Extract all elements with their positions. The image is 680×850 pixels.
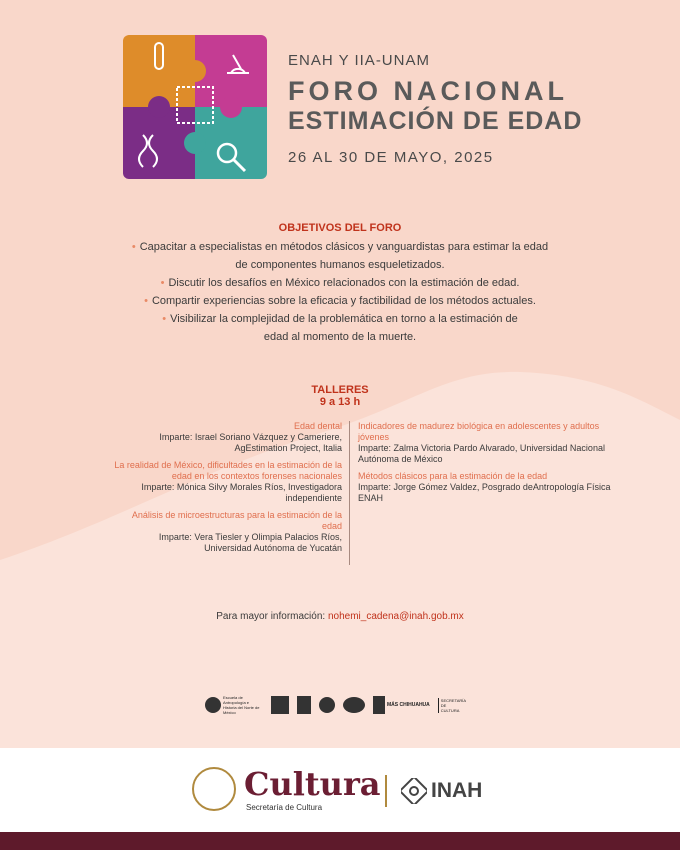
inah-icon [401, 778, 427, 804]
workshop-title: Análisis de microestructuras para la estimación de la edad [131, 510, 342, 531]
workshop-title: Edad dental [293, 421, 342, 431]
objective-item: de componentes humanos esqueletizados. [235, 259, 445, 271]
inah-text: INAH [431, 779, 483, 802]
workshop-title: Indicadores de madurez biológica en adolescentes y adultos jóvenes [358, 421, 600, 442]
objective-item: • Compartir experiencias sobre la eficacia y factibilidad de los métodos actuales. [144, 295, 536, 307]
objective-item: • Visibilizar la complejidad de la problemática en torno a la estimación de [162, 313, 518, 325]
objective-item: • Capacitar a especialistas en métodos clásicos y vanguardistas para estimar la edad [131, 241, 549, 253]
workshop-title: La realidad de México, dificultades en la estimación de la edad en los contextos forenses nacionales [114, 460, 342, 481]
talleres-time: 9 a 13 h [319, 396, 361, 408]
column-divider [349, 421, 350, 565]
round-logo [343, 697, 365, 713]
bullet-icon: • [162, 313, 167, 325]
bullet-icon: • [131, 241, 136, 253]
contact-info [0, 611, 680, 622]
contact-label: Para mayor información: [216, 611, 326, 622]
contact-email-link[interactable]: nohemi_cadena@inah.gob.mx [327, 611, 464, 622]
chihuahua-logo: MÁS CHIHUAHUA [373, 696, 430, 714]
workshop-instructor: Imparte: Jorge Gómez Valdez, Posgrado deAntropología Física ENAH [358, 482, 611, 503]
workshop-instructor: Imparte: Zalma Victoria Pardo Alvarado, Universidad Nacional Autónoma de México [358, 443, 605, 464]
iia-logo [297, 696, 311, 714]
secretaria-logo: SECRETARÍA DE CULTURA [438, 698, 463, 713]
event-dates: 26 AL 30 DE MAYO, 2025 [288, 149, 494, 166]
bullet-icon: • [144, 295, 148, 307]
workshops-left [112, 421, 342, 560]
workshop-title: Métodos clásicos para la estimación de la edad [358, 471, 548, 481]
talleres-heading [0, 384, 680, 408]
cultura-wordmark: Cultura [244, 765, 381, 803]
footer-bar [0, 832, 680, 850]
title-line1: FORO NACIONAL [288, 76, 568, 106]
inah-logo [401, 778, 482, 804]
objectives-title: OBJETIVOS DEL FORO [278, 222, 402, 234]
workshop-instructor: Imparte: Vera Tiesler y Olimpia Palacios Ríos, Universidad Autónoma de Yucatán [158, 532, 342, 553]
puzzle-logo [123, 35, 267, 179]
organizer: ENAH Y IIA-UNAM [288, 52, 430, 69]
enah-logo: Escuela de Antropología e Historia del Norte de México [205, 695, 263, 715]
workshops-right [358, 421, 628, 510]
secretaria-label: Secretaría de Cultura [246, 803, 323, 812]
objective-item: edad al momento de la muerte. [263, 331, 417, 343]
workshop-instructor: Imparte: Israel Soriano Vázquez y Cameriere, AgEstimation Project, Italia [159, 432, 342, 453]
fleur-logo [319, 697, 335, 713]
bullet-icon: • [160, 277, 165, 289]
partner-logos [205, 690, 510, 720]
objective-item: • Discutir los desafíos en México relacionados con la estimación de edad. [160, 277, 520, 289]
talleres-title: TALLERES [311, 384, 369, 396]
title-line2: ESTIMACIÓN DE EDAD [288, 107, 583, 135]
workshop-instructor: Imparte: Mónica Silvy Morales Ríos, Investigadora independiente [141, 482, 342, 503]
objectives-section [60, 222, 620, 346]
unam-logo [271, 696, 289, 714]
footer-divider [385, 775, 387, 807]
seal-icon [192, 767, 236, 811]
header [288, 52, 582, 166]
